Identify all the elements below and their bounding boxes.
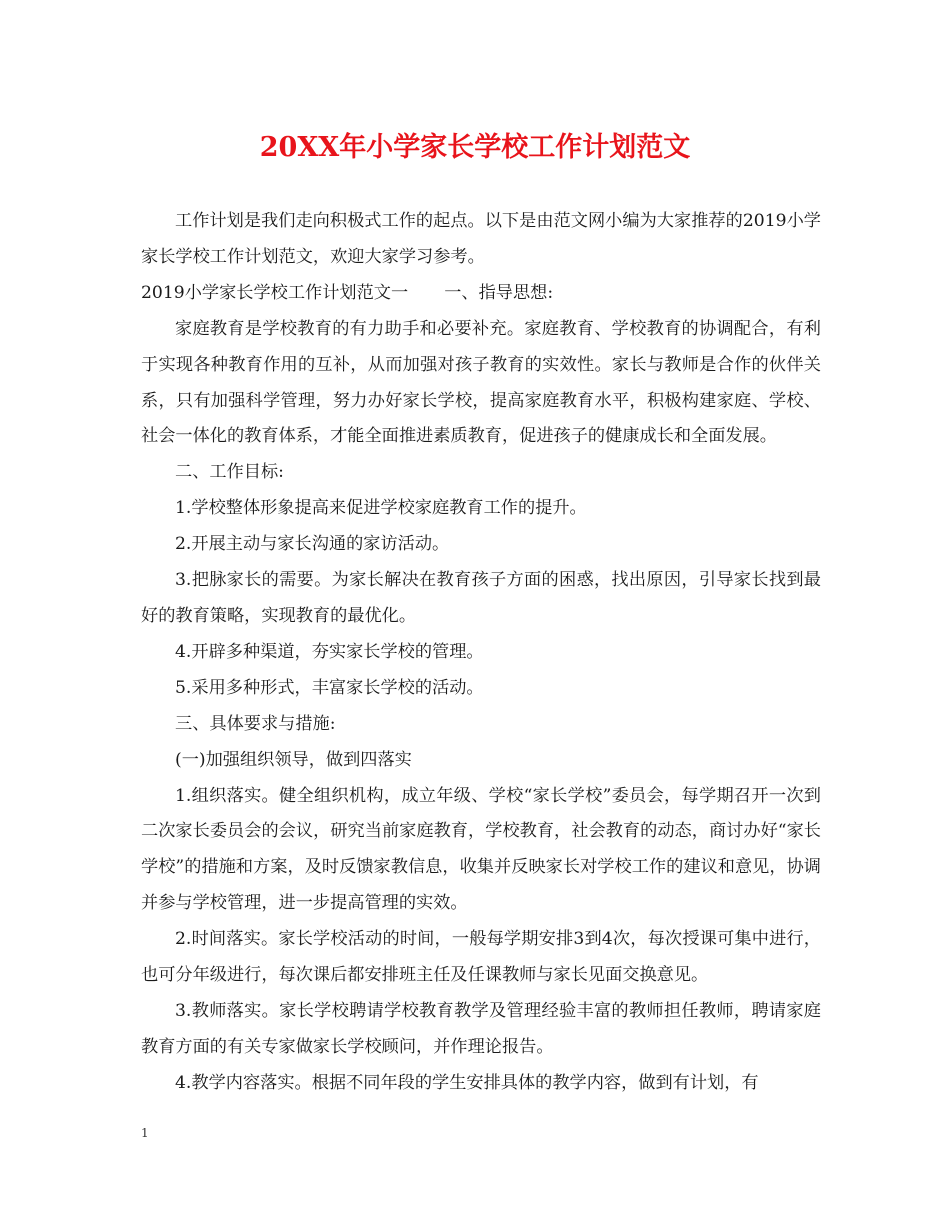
goal-item-5: 5.采用多种形式，丰富家长学校的活动。 <box>175 677 484 698</box>
plan-heading-title: 2019小学家长学校工作计划范文一 <box>141 282 409 303</box>
section-heading-guiding-thought: 一、指导思想: <box>444 282 554 303</box>
intro-paragraph: 工作计划是我们走向积极式工作的起点。以下是由范文网小编为大家推荐的2019小学家长学校工作计划范文，欢迎大家学习参考。 <box>141 211 821 267</box>
goal-item-2: 2.开展主动与家长沟通的家访活动。 <box>175 534 450 555</box>
goal-item-1: 1.学校整体形象提高来促进学校家庭教育工作的提升。 <box>175 498 587 519</box>
subsection-heading-organization: (一)加强组织领导，做到四落实 <box>175 749 412 770</box>
goal-item-4: 4.开辟多种渠道，夯实家长学校的管理。 <box>175 641 484 662</box>
page-number: 1 <box>141 1126 149 1140</box>
measure-item-2: 2.时间落实。家长学校活动的时间，一般每学期安排3到4次，每次授课可集中进行，也可分年级进行，每次课后都安排班主任及任课教师与家长见面交换意见。 <box>141 929 821 986</box>
document-title: 20XX年小学家长学校工作计划范文 <box>259 132 691 163</box>
measure-item-3: 3.教师落实。家长学校聘请学校教育教学及管理经验丰富的教师担任教师，聘请家庭教育方面的有关专家做家长学校顾问，并作理论报告。 <box>141 1000 821 1057</box>
measure-item-4: 4.教学内容落实。根据不同年段的学生安排具体的教学内容，做到有计划，有 <box>175 1072 759 1093</box>
document-body <box>141 204 821 1102</box>
section-heading-goals: 二、工作目标: <box>175 462 284 483</box>
section-heading-measures: 三、具体要求与措施: <box>175 713 336 734</box>
paragraph-guiding-thought: 家庭教育是学校教育的有力助手和必要补充。家庭教育、学校教育的协调配合，有利于实现各种教育作用的互补，从而加强对孩子教育的实效性。家长与教师是合作的伙伴关系，只有加强科学管理，努力办好家长学校，提高家庭教育水平，积极构建家庭、学校、社会一体化的教育体系，才能全面推进素质教育，促进孩子的健康成长和全面发展。 <box>141 318 821 447</box>
plan-heading-line <box>141 276 821 312</box>
measure-item-1: 1.组织落实。健全组织机构，成立年级、学校“家长学校”委员会，每学期召开一次到二次家长委员会的会议，研究当前家庭教育，学校教育，社会教育的动态，商讨办好“家长学校”的措施和方案，及时反馈家教信息，收集并反映家长对学校工作的建议和意见，协调并参与学校管理，进一步提高管理的实效。 <box>141 785 821 914</box>
goal-item-3: 3.把脉家长的需要。为家长解决在教育孩子方面的困惑，找出原因，引导家长找到最好的教育策略，实现教育的最优化。 <box>141 570 821 626</box>
